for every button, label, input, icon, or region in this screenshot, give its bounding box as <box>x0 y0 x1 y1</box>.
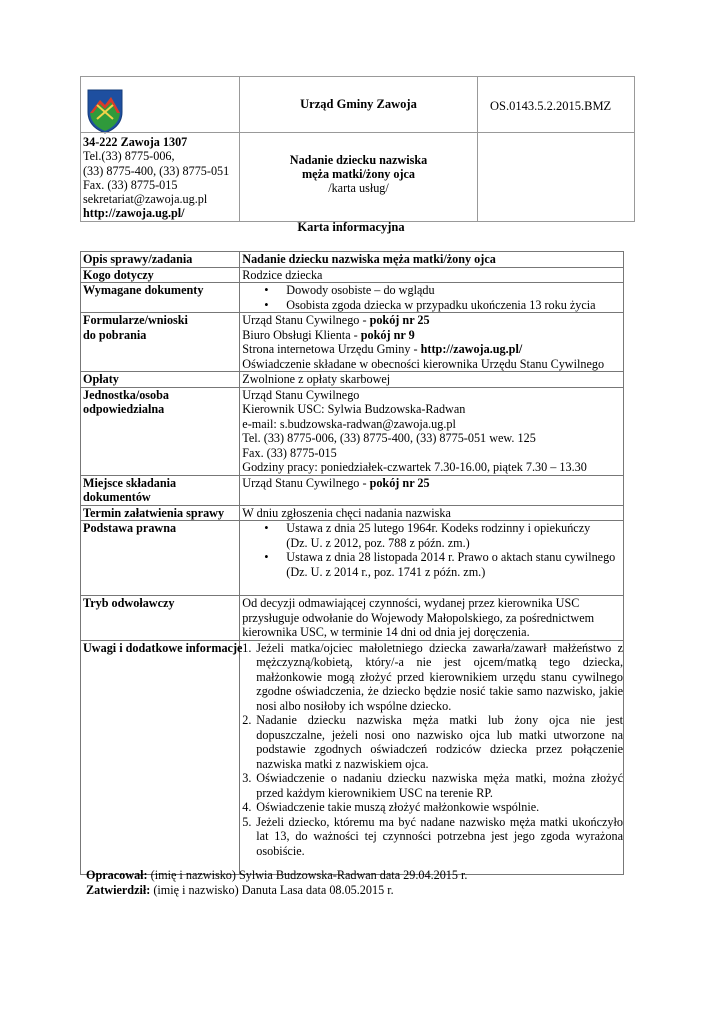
text: Strona internetowa Urzędu Gminy - <box>242 342 421 356</box>
list-item: • Dowody osobiste – do wglądu <box>264 283 623 298</box>
office-name: Urząd Gminy Zawoja <box>240 77 478 133</box>
prepared-text: (imię i nazwisko) Sylwia Budzowska-Radwan data 29.04.2015 r. <box>147 868 468 882</box>
empty-cell <box>478 133 635 222</box>
table-row <box>81 387 624 475</box>
row-value <box>240 313 624 372</box>
table-row <box>81 313 624 372</box>
row-label: Podstawa prawna <box>81 521 240 596</box>
row-label: Tryb odwoławczy <box>81 596 240 641</box>
text: Biuro Obsługi Klienta - <box>242 327 361 342</box>
approved-text: (imię i nazwisko) Danuta Lasa data 08.05.2015 r. <box>150 882 394 897</box>
row-label-line: Miejsce składania <box>83 475 177 490</box>
bullet-list <box>242 283 623 312</box>
row-label-line: Formularze/wnioski <box>83 313 188 327</box>
text: Fax. (33) 8775-015 <box>242 445 337 460</box>
text: Kierownik USC: Sylwia Budzowska-Radwan <box>242 402 466 416</box>
service-title-line: męża matki/żony ojca <box>301 167 416 181</box>
document-code: OS.0143.5.2.2015.BMZ <box>478 77 635 133</box>
table-row <box>81 372 624 388</box>
row-label-line: do pobrania <box>83 327 147 342</box>
table-row <box>81 596 624 641</box>
table-row <box>81 283 624 313</box>
phone-line: Tel.(33) 8775-006, <box>83 149 175 164</box>
list-item: • Ustawa z dnia 25 lutego 1964r. Kodeks rodzinny i opiekuńczy (Dz. U. z 2012, poz. 788 z późn. zm.) <box>264 521 623 550</box>
address-cell <box>81 133 240 222</box>
row-label: Kogo dotyczy <box>81 267 240 283</box>
row-value: Zwolnione z opłaty skarbowej <box>240 372 624 388</box>
text: Godziny pracy: poniedziałek-czwartek 7.30-16.00, piątek 7.30 – 13.30 <box>242 460 587 474</box>
website-link[interactable]: http://zawoja.ug.pl/ <box>83 206 185 221</box>
email-link[interactable]: sekretariat@zawoja.ug.pl <box>83 192 208 207</box>
table-row <box>81 505 624 521</box>
email-link[interactable]: e-mail: s.budzowska-radwan@zawoja.ug.pl <box>242 416 456 431</box>
row-value <box>240 521 624 596</box>
row-value: W dniu zgłoszenia chęci nadania nazwiska <box>240 505 624 521</box>
service-title-line: Nadanie dziecku nazwiska <box>289 153 428 167</box>
service-subtitle: /karta usług/ <box>328 181 389 195</box>
row-value <box>240 640 624 875</box>
row-label: Opłaty <box>81 372 240 388</box>
table-row <box>81 521 624 596</box>
list-item: • Osobista zgoda dziecka w przypadku ukończenia 13 roku życia <box>264 298 623 313</box>
row-label-line: dokumentów <box>83 490 151 504</box>
row-label <box>81 387 240 475</box>
prepared-label: Opracował: <box>86 868 148 882</box>
footer-signatures <box>86 868 467 898</box>
numbered-list <box>242 641 623 859</box>
room-number: pokój nr 9 <box>360 327 415 342</box>
fax-line: Fax. (33) 8775-015 <box>83 177 178 192</box>
row-label: Opis sprawy/zadania <box>81 252 240 268</box>
service-title-cell <box>240 133 478 222</box>
row-value <box>240 475 624 505</box>
list-item: • Ustawa z dnia 28 listopada 2014 r. Prawo o aktach stanu cywilnego (Dz. U. z 2014 r., poz. 1741 z późn. zm.) <box>264 550 623 579</box>
text: Oświadczenie składane w obecności kierownika Urzędu Stanu Cywilnego <box>242 356 605 371</box>
table-row <box>81 475 624 505</box>
phone-line: (33) 8775-400, (33) 8775-051 <box>83 163 230 178</box>
row-value <box>240 387 624 475</box>
text: Urząd Stanu Cywilnego - <box>242 313 370 327</box>
row-label: Uwagi i dodatkowe informacje <box>81 640 240 875</box>
row-label <box>81 313 240 372</box>
text: Tel. (33) 8775-006, (33) 8775-400, (33) 8775-051 wew. 125 <box>242 431 536 445</box>
card-title: Karta informacyjna <box>297 220 405 234</box>
text: Urząd Stanu Cywilnego <box>242 387 360 402</box>
row-label <box>81 475 240 505</box>
room-number: pokój nr 25 <box>369 475 430 490</box>
table-row <box>81 640 624 875</box>
approved-label: Zatwierdził: <box>86 882 151 897</box>
list-item: 3. Oświadczenie o nadaniu dziecku nazwiska męża matki, można złożyć przed każdym kierownikiem USC na terenie RP. <box>242 771 623 800</box>
list-item: 5. Jeżeli dziecko, któremu ma być nadane nazwisko męża matki ukończyło lat 13, do ważności tej czynności potrzebna jest jego zgoda wyrażona osobiście. <box>242 814 623 858</box>
row-label-line: Jednostka/osoba <box>83 387 170 402</box>
row-value <box>240 283 624 313</box>
table-row <box>81 267 624 283</box>
row-label-line: odpowiedzialna <box>83 402 165 416</box>
text: Urząd Stanu Cywilnego - <box>242 475 370 490</box>
table-row <box>81 252 624 268</box>
list-item: 1. Jeżeli matka/ojciec małoletniego dziecka zawarła/zawarł małżeństwo z mężczyzną/kobietą, który/-a nie jest ojcem/matką tego dziecka, małżonkowie mogą złożyć przed kierownikiem urzędu stanu cywilnego zgodne oświadczenia, że dziecko będzie nosić takie samo nazwisko, jakie nosi albo nosiłoby ich wspólne dziecko. <box>242 640 623 713</box>
row-value: Rodzice dziecka <box>240 267 624 283</box>
logo-cell <box>81 77 240 133</box>
info-table <box>80 251 624 875</box>
address-line: 34-222 Zawoja 1307 <box>83 135 188 149</box>
row-value: Od decyzji odmawiającej czynności, wydanej przez kierownika USC przysługuje odwołanie do Wojewody Małopolskiego, za pośrednictwem kierownika USC, w terminie 14 dni od dnia jej doręczenia. <box>240 596 624 641</box>
row-value: Nadanie dziecku nazwiska męża matki/żony ojca <box>240 252 624 268</box>
room-number: pokój nr 25 <box>369 313 430 327</box>
bullet-list <box>242 521 623 579</box>
row-label: Termin załatwienia sprawy <box>81 505 240 521</box>
row-label: Wymagane dokumenty <box>81 283 240 313</box>
list-item: 2. Nadanie dziecku nazwiska męża matki lub żony ojca nie jest dopuszczalne, jeżeli nosi ono nazwisko ojca lub matki utworzone na podstawie zgodnych oświadczeń rodziców dziecka przez połączenie nazwiska matki z nazwiskiem ojca. <box>242 713 623 771</box>
list-item: 4. Oświadczenie takie muszą złożyć małżonkowie wspólnie. <box>242 800 540 814</box>
website-link[interactable]: http://zawoja.ug.pl/ <box>420 342 523 356</box>
header-table <box>80 76 635 222</box>
